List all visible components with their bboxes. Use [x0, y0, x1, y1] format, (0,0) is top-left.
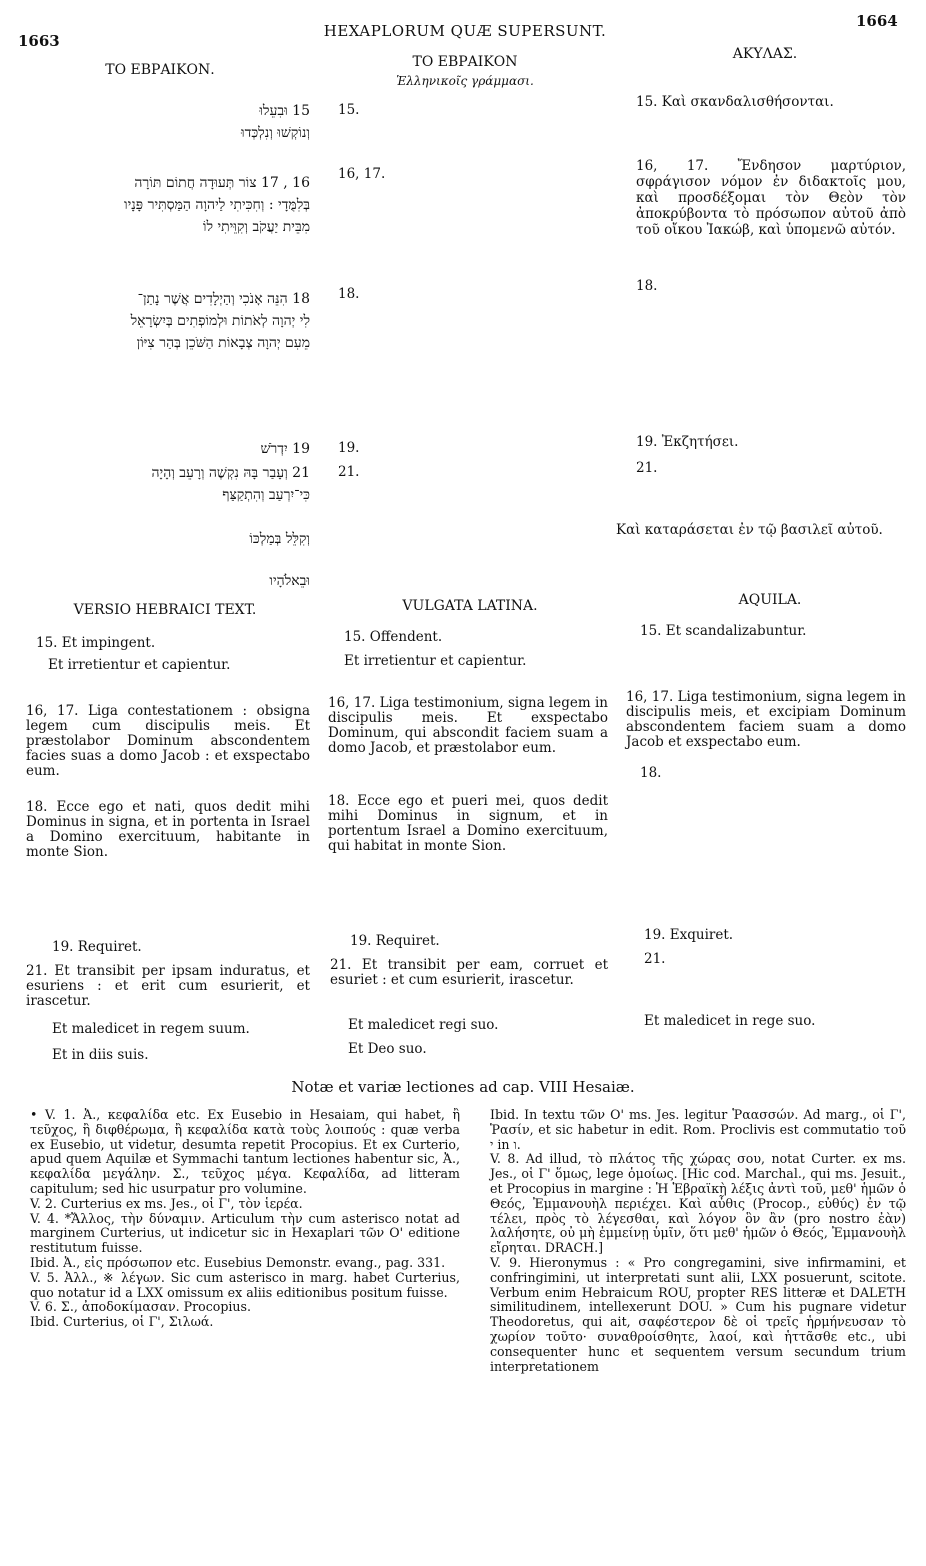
versio-verse-18: 18. Ecce ego et nati, quos dedit mihi Dominus in signa, et in portenta in Israel a Domino exercituum, habitante in monte Sion. — [26, 799, 310, 860]
vulgata-column-title: VULGATA LATINA. — [402, 598, 538, 614]
translit-column-title: ΤΟ ΕΒΡΑΙΚΟΝ — [412, 54, 518, 70]
note-entry: • V. 1. Ἀ., κεφαλίδα etc. Ex Eusebio in Hesaiam, qui habet, ἢ τεῦχος, ἢ διφθέρωμα, ἢ κεφαλίδα κατὰ τοὺς λοιπούς : quæ verba ex Eusebio, ut videtur, desumta repetit Procopius. Et ex Curterio, apud quem Aquilæ et Symmachi tantum lectiones habentur sic, Ἀ., κεφαλίδα μεγάλην. Σ., τεῦχος μέγα. Κεφαλίδα, ad litteram capitulum; sed hic usurpatur pro volumine. — [30, 1107, 460, 1196]
versio-verse-16: 16, 17. Liga contestationem : obsigna legem cum discipulis meis. Et præstolabor Dominum abscondentem facies suas a domo Jacob : et exspectabo eum. — [26, 703, 310, 779]
aquila-latin-verse-21-cont: Et maledicet in rege suo. — [644, 1013, 816, 1029]
notes-left-column — [30, 1108, 460, 1330]
note-entry: Ibid. Curterius, οἱ Γ', Σιλωά. — [30, 1314, 214, 1330]
hebrew-verse-21: 21 וְעָבַר בָּהּ נִקְשֶׁה וְרָעֵב וְהָיָה כִּי־יִרְעַב וְהִתְקַצַּף — [151, 465, 310, 503]
versio-verse-15: 15. Et impingent. — [36, 635, 156, 651]
versio-verse-21-end: Et in diis suis. — [52, 1047, 149, 1063]
aquila-latin-verse-18: 18. — [640, 765, 662, 781]
translit-verse-19: 19. — [338, 440, 360, 456]
versio-verse-15-cont: Et irretientur et capientur. — [48, 657, 231, 673]
aquila-greek-column-title: ΑΚΥΛΑΣ. — [732, 46, 798, 62]
aquila-greek-verse-21-cont: Καὶ καταράσεται ἐν τῷ βασιλεῖ αὐτοῦ. — [616, 522, 883, 538]
hebrew-verse-21-cont: וְקִלֵּל בְּמַלְכּוֹ — [249, 531, 310, 547]
hebrew-verse-18: 18 הִנֵּה אָנֹכִי וְהַיְלָדִים אֲשֶׁר נָתַן־ לִי יְהוָה לְאֹתוֹת וּלְמוֹפְתִים בְּיִשְׂרָאֵל מֵעִם יְהוָה צְבָאוֹת הַשֹּׁכֵן בְּהַר צִיּוֹן — [130, 291, 310, 351]
aquila-greek-verse-16: 16, 17. Ἔνδησον μαρτύριον, σφράγισον νόμον ἐν διδακτοῖς μου, καὶ προσδέξομαι τὸν Θεὸν τὸν ἀποκρύβοντα τὸ πρόσωπον αὐτοῦ ἀπὸ τοῦ οἴκου Ἰακώβ, καὶ ὑπομενῶ αὐτόν. — [636, 158, 906, 238]
note-entry: V. 2. Curterius ex ms. Jes., οἱ Γ', τὸν ἱερέα. — [30, 1195, 303, 1211]
page-number-right: 1664 — [856, 12, 898, 30]
vulgata-verse-18: 18. Ecce ego et pueri mei, quos dedit mihi Dominus in signum, et in portentum Israel a Domino exercituum, qui habitat in monte Sion. — [328, 793, 608, 854]
aquila-latin-verse-15: 15. Et scandalizabuntur. — [640, 623, 807, 639]
hebrew-verse-16-17: 16 , 17 צוֹר תְּעוּדָה חֲתוֹם תּוֹרָה בְּלִמֻּדָי : וְחִכִּיתִי לַיהוָה הַמַּסְתִּיר פָּנָיו מִבֵּית יַעֲקֹב וְקִוֵּיתִי לוֹ — [123, 175, 310, 235]
aquila-greek-verse-21: 21. — [636, 460, 658, 476]
hebrew-verse-21-end: וּבֵאלֹהָיו — [269, 573, 310, 589]
note-entry: V. 8. Ad illud, τὸ πλάτος τῆς χώρας σου, notat Curter. ex ms. Jes., οἱ Γ' ὅμως, lege ὁμοίως. [Hic cod. Marchal., qui ms. Jesuit., et Procopius in margine : Ἡ Ἑβραϊκὴ λέξις ἀντὶ τοῦ, μεθ' ἡμῶν ὁ Θεός, Ἐμμανουὴλ περιέχει. Καὶ αὖθις (Procop., εὐθύς) ἐν τῷ τέλει, πρὸς τὸ λέγεσθαι, καὶ λόγον ὃν ἂν (pro nostro ἐὰν) λαλήσητε, οὐ μὴ ἐμμείνῃ ὑμῖν, ὅτι μεθ' ἡμῶν ὁ Θεός, Ἐμμανουὴλ εἴρηται. DRACH.] — [490, 1151, 906, 1256]
translit-verse-18: 18. — [338, 286, 360, 302]
vulgata-verse-15: 15. Offendent. — [344, 629, 443, 645]
vulgata-verse-19: 19. Requiret. — [350, 933, 440, 949]
translit-verse-15: 15. — [338, 102, 360, 118]
aquila-latin-verse-16: 16, 17. Liga testimonium, signa legem in discipulis meis, et excipiam Dominum abscondentem faciem suam a domo Jacob et exspectabo eum. — [626, 689, 906, 750]
versio-verse-21: 21. Et transibit per ipsam induratus, et esuriens : et erit cum esurierit, et irascetur. — [26, 963, 310, 1009]
hebrew-column-title: ΤΟ ΕΒΡΑΙΚΟΝ. — [105, 62, 215, 78]
page-number-left: 1663 — [18, 32, 60, 50]
running-title: HEXAPLORUM QUÆ SUPERSUNT. — [323, 22, 607, 40]
versio-verse-19: 19. Requiret. — [52, 939, 142, 955]
versio-column-title: VERSIO HEBRAICI TEXT. — [73, 602, 257, 618]
note-entry: V. 4. *Ἄλλος, τὴν δύναμιν. Articulum τὴν cum asterisco notat ad marginem Curterius, ut indicetur sic in Hexaplari τῶν Ο' editione restitutum fuisse. — [30, 1210, 460, 1256]
translit-column-subtitle: Ἑλληνικοῖς γράμμασι. — [396, 74, 534, 88]
translit-verse-21: 21. — [338, 464, 360, 480]
vulgata-verse-16: 16, 17. Liga testimonium, signa legem in discipulis meis. Et exspectabo Dominum, qui abscondit faciem suam a domo Jacob, et præstolabor eum. — [328, 695, 608, 756]
translit-verse-16: 16, 17. — [338, 166, 386, 182]
note-entry: Ibid. Ἀ., εἰς πρόσωπον etc. Eusebius Demonstr. evang., pag. 331. — [30, 1254, 446, 1270]
aquila-latin-verse-21: 21. — [644, 951, 666, 967]
hebrew-verse-19: 19 יִדְרֹשׁ — [260, 441, 310, 457]
hebrew-verse-15: 15 וּבִעֵלוּ וְנוֹקְשׁוּ וְנִלְכְּדוּ — [241, 103, 310, 141]
vulgata-verse-21-end: Et Deo suo. — [348, 1041, 427, 1057]
notes-right-column — [490, 1108, 906, 1374]
aquila-latin-verse-19: 19. Exquiret. — [644, 927, 734, 943]
aquila-greek-verse-15: 15. Καὶ σκανδαλισθήσονται. — [636, 94, 834, 110]
aquila-greek-verse-18: 18. — [636, 278, 658, 294]
note-entry: V. 9. Hieronymus : « Pro congregamini, sive infirmamini, et confringimini, ut interpretati sunt alii, LXX posuerunt, scitote. Verbum enim Hebraicum ROU, propter RES litteræ et DALETH similitudinem, intellexerunt DOU. » Cum his pugnare videtur Theodoretus, qui ait, σαφέστερον δὲ οἱ τρεῖς ἡρμήνευσαν τὸ χωρίον τοῦτο· συναθροίσθητε, λαοί, καὶ ἡττᾶσθε etc., ubi consequenter hunc et sequentem versum secundum trium interpretationem — [490, 1254, 906, 1374]
vulgata-verse-21-cont: Et maledicet regi suo. — [348, 1017, 499, 1033]
vulgata-verse-15-cont: Et irretientur et capientur. — [344, 653, 527, 669]
notes-title: Notæ et variæ lectiones ad cap. VIII Hesaiæ. — [291, 1078, 635, 1096]
vulgata-verse-21: 21. Et transibit per eam, corruet et esuriet : et cum esurierit, irascetur. — [330, 957, 608, 988]
note-entry: Ibid. In textu τῶν Ο' ms. Jes. legitur Ῥαασσών. Ad marg., οἱ Γ', Ῥασίν, et sic habetur in edit. Rom. Proclivis est commutatio τοῦ י in ו. — [490, 1107, 906, 1152]
note-entry: V. 6. Σ., ἀποδοκίμασαν. Procopius. — [30, 1299, 251, 1315]
note-entry: V. 5. Ἀλλ., ※ λέγων. Sic cum asterisco in marg. habet Curterius, quo notatur id a LXX omissum ex aliis editionibus positum fuisse. — [30, 1269, 460, 1300]
aquila-latin-column-title: AQUILA. — [738, 592, 802, 608]
aquila-greek-verse-19: 19. Ἐκζητήσει. — [636, 434, 739, 450]
versio-verse-21-cont: Et maledicet in regem suum. — [52, 1021, 250, 1037]
